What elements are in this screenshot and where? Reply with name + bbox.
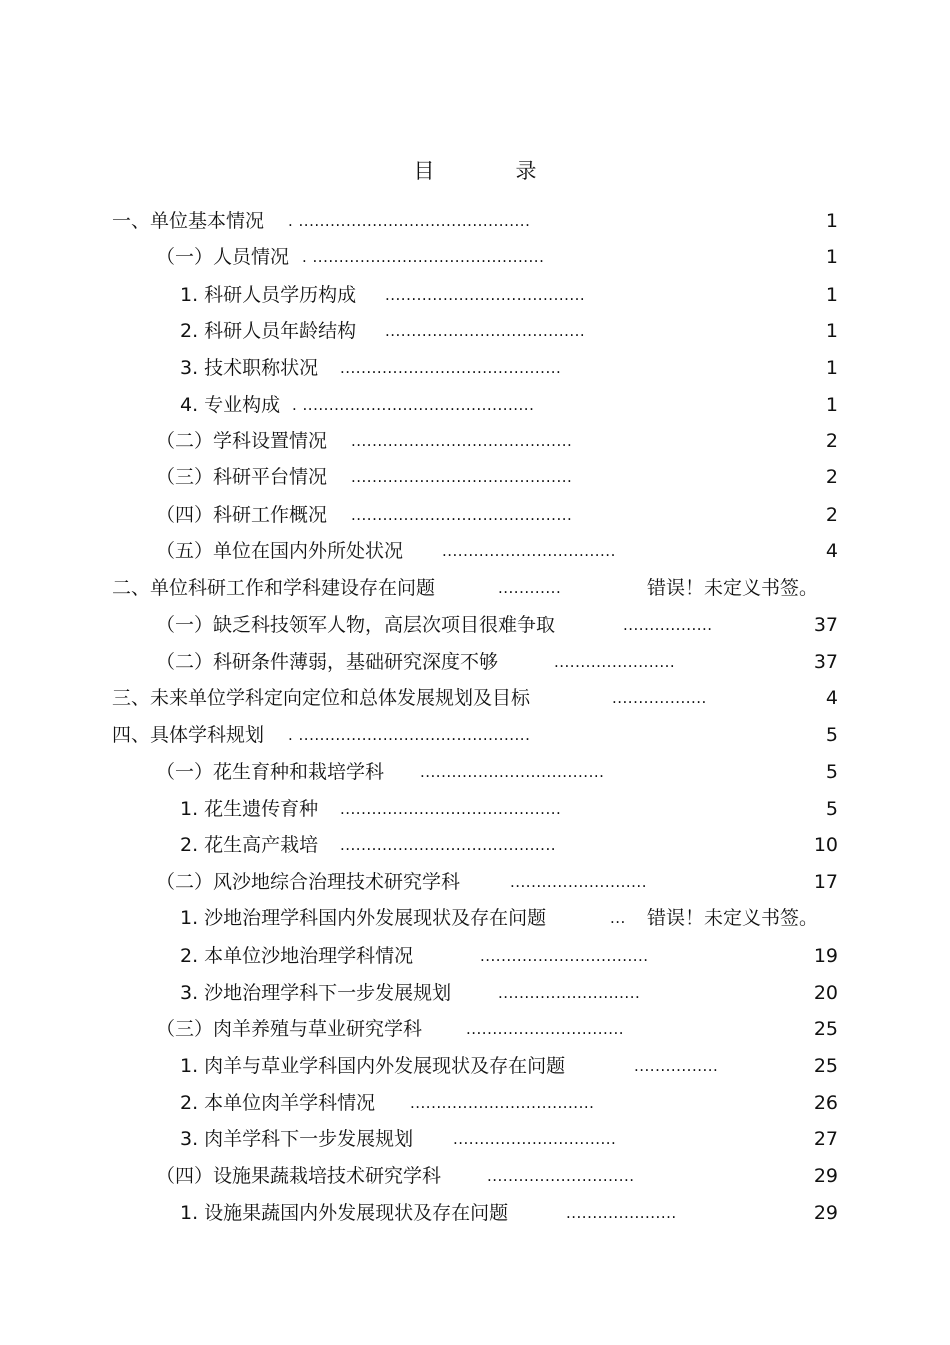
toc-entry[interactable] — [0, 1161, 838, 1191]
toc-entry-label: 二、单位科研工作和学科建设存在问题 — [112, 577, 436, 599]
toc-entry-leader: .......................................... — [340, 359, 562, 377]
toc-entry-label: 3. 技术职称状况 — [180, 357, 319, 379]
toc-entry-page: 2 — [825, 466, 838, 488]
toc-entry-page: 25 — [813, 1055, 838, 1077]
toc-entry-label: 四、具体学科规划 — [112, 724, 265, 746]
toc-entry-label: （一）花生育种和栽培学科 — [156, 761, 385, 783]
toc-title: 目 录 — [413, 159, 567, 183]
toc-entry[interactable] — [0, 426, 838, 456]
toc-entry[interactable] — [0, 1088, 838, 1118]
toc-entry[interactable] — [0, 830, 838, 860]
toc-entry[interactable] — [0, 903, 818, 933]
toc-entry-leader: .......................................... — [340, 800, 562, 818]
toc-entry-leader: ............ — [498, 579, 562, 597]
toc-entry-leader: .................. — [612, 689, 707, 707]
toc-entry-leader: . ............................................ — [288, 726, 531, 744]
toc-entry-page: 20 — [813, 982, 838, 1004]
toc-entry-page: 错误！未定义书签。 — [646, 907, 818, 929]
toc-entry-page: 37 — [813, 651, 838, 673]
toc-entry-leader: . ............................................ — [288, 212, 531, 230]
toc-entry-page: 29 — [813, 1165, 838, 1187]
toc-entry[interactable] — [0, 941, 838, 971]
toc-entry[interactable] — [0, 757, 838, 787]
toc-entry-page: 27 — [813, 1128, 838, 1150]
toc-entry[interactable] — [0, 242, 838, 272]
toc-entry-page: 25 — [813, 1018, 838, 1040]
toc-entry[interactable] — [0, 536, 838, 566]
toc-entry-page: 5 — [825, 761, 838, 783]
toc-entry-label: 1. 科研人员学历构成 — [180, 284, 357, 306]
toc-entry-leader: ...................................... — [385, 286, 586, 304]
toc-entry[interactable] — [0, 794, 838, 824]
toc-entry[interactable] — [0, 390, 838, 420]
toc-entry-page: 2 — [825, 430, 838, 452]
toc-entry-leader: ........................... — [498, 984, 641, 1002]
toc-entry-leader: ................................... — [410, 1094, 595, 1112]
toc-entry-leader: ................................... — [420, 763, 605, 781]
toc-entry-page: 37 — [813, 614, 838, 636]
toc-entry-leader: . ............................................ — [292, 396, 535, 414]
toc-entry-leader: ................................ — [480, 947, 649, 965]
toc-entry-leader: ......................................... — [340, 836, 556, 854]
toc-entry-label: （四）设施果蔬栽培技术研究学科 — [156, 1165, 442, 1187]
toc-entry-leader: . ............................................ — [302, 248, 545, 266]
toc-entry-label: （一）缺乏科技领军人物，高层次项目很难争取 — [156, 614, 556, 636]
toc-entry-label: 2. 花生高产栽培 — [180, 834, 319, 856]
toc-entry-label: 1. 花生遗传育种 — [180, 798, 319, 820]
toc-entry-label: （三）肉羊养殖与草业研究学科 — [156, 1018, 423, 1040]
toc-entry-page: 1 — [825, 284, 838, 306]
toc-entry-label: 三、未来单位学科定向定位和总体发展规划及目标 — [112, 687, 531, 709]
toc-entry[interactable] — [0, 1051, 838, 1081]
toc-entry-page: 19 — [813, 945, 838, 967]
toc-entry-leader: .......................................... — [351, 506, 573, 524]
toc-entry-leader: .............................. — [466, 1020, 625, 1038]
toc-entry[interactable] — [0, 1198, 838, 1228]
toc-entry-label: 一、单位基本情况 — [112, 210, 265, 232]
toc-entry-label: 1. 肉羊与草业学科国内外发展现状及存在问题 — [180, 1055, 566, 1077]
toc-entry-page: 17 — [813, 871, 838, 893]
toc-entry[interactable] — [0, 720, 838, 750]
toc-entry-page: 4 — [825, 687, 838, 709]
toc-entry[interactable] — [0, 353, 838, 383]
toc-entry[interactable] — [0, 462, 838, 492]
toc-entry[interactable] — [0, 206, 838, 236]
toc-entry-page: 5 — [825, 724, 838, 746]
toc-entry[interactable] — [0, 647, 838, 677]
toc-entry-label: 1. 沙地治理学科国内外发展现状及存在问题 — [180, 907, 547, 929]
toc-entry-page: 错误！未定义书签。 — [646, 577, 818, 599]
toc-entry[interactable] — [0, 573, 818, 603]
toc-entry[interactable] — [0, 316, 838, 346]
toc-entry-page: 1 — [825, 246, 838, 268]
toc-entry-label: （三）科研平台情况 — [156, 466, 328, 488]
toc-entry-label: （五）单位在国内外所处状况 — [156, 540, 404, 562]
toc-entry-leader: ................................. — [442, 542, 616, 560]
toc-entry-page: 5 — [825, 798, 838, 820]
toc-entry-leader: ................. — [623, 616, 713, 634]
toc-entry-page: 1 — [825, 320, 838, 342]
toc-entry-page: 1 — [825, 394, 838, 416]
toc-entry-leader: ...................................... — [385, 322, 586, 340]
toc-entry-label: 2. 本单位沙地治理学科情况 — [180, 945, 414, 967]
toc-entry-leader: .......................... — [510, 873, 647, 891]
toc-entry-label: （二）风沙地综合治理技术研究学科 — [156, 871, 461, 893]
toc-entry[interactable] — [0, 610, 838, 640]
toc-entry-leader: ................ — [634, 1057, 719, 1075]
toc-entry-page: 29 — [813, 1202, 838, 1224]
toc-entry[interactable] — [0, 683, 838, 713]
toc-entry-label: （四）科研工作概况 — [156, 504, 328, 526]
toc-entry-page: 1 — [825, 210, 838, 232]
toc-entry-label: （二）科研条件薄弱，基础研究深度不够 — [156, 651, 499, 673]
toc-entry-leader: ... — [610, 909, 626, 927]
toc-entry-leader: ..................... — [566, 1204, 677, 1222]
toc-entry-label: 2. 科研人员年龄结构 — [180, 320, 357, 342]
toc-entry[interactable] — [0, 1014, 838, 1044]
toc-entry-label: 4. 专业构成 — [180, 394, 281, 416]
toc-entry-leader: .......................................... — [351, 468, 573, 486]
toc-entry-page: 2 — [825, 504, 838, 526]
toc-entry-label: 2. 本单位肉羊学科情况 — [180, 1092, 376, 1114]
toc-entry[interactable] — [0, 867, 838, 897]
toc-entry-label: 3. 肉羊学科下一步发展规划 — [180, 1128, 414, 1150]
toc-entry[interactable] — [0, 1124, 838, 1154]
toc-entry-page: 4 — [825, 540, 838, 562]
toc-entry-label: （一）人员情况 — [156, 246, 290, 268]
toc-entry[interactable] — [0, 500, 838, 530]
toc-entry-label: （二）学科设置情况 — [156, 430, 328, 452]
toc-entry-page: 26 — [813, 1092, 838, 1114]
toc-entry[interactable] — [0, 280, 838, 310]
toc-entry[interactable] — [0, 978, 838, 1008]
toc-entry-label: 3. 沙地治理学科下一步发展规划 — [180, 982, 452, 1004]
toc-entry-leader: ....................... — [554, 653, 676, 671]
toc-entry-leader: ............................... — [453, 1130, 617, 1148]
toc-entry-leader: ............................ — [487, 1167, 635, 1185]
toc-entry-page: 10 — [813, 834, 838, 856]
toc-entry-page: 1 — [825, 357, 838, 379]
toc-entry-label: 1. 设施果蔬国内外发展现状及存在问题 — [180, 1202, 509, 1224]
toc-entry-leader: .......................................... — [351, 432, 573, 450]
